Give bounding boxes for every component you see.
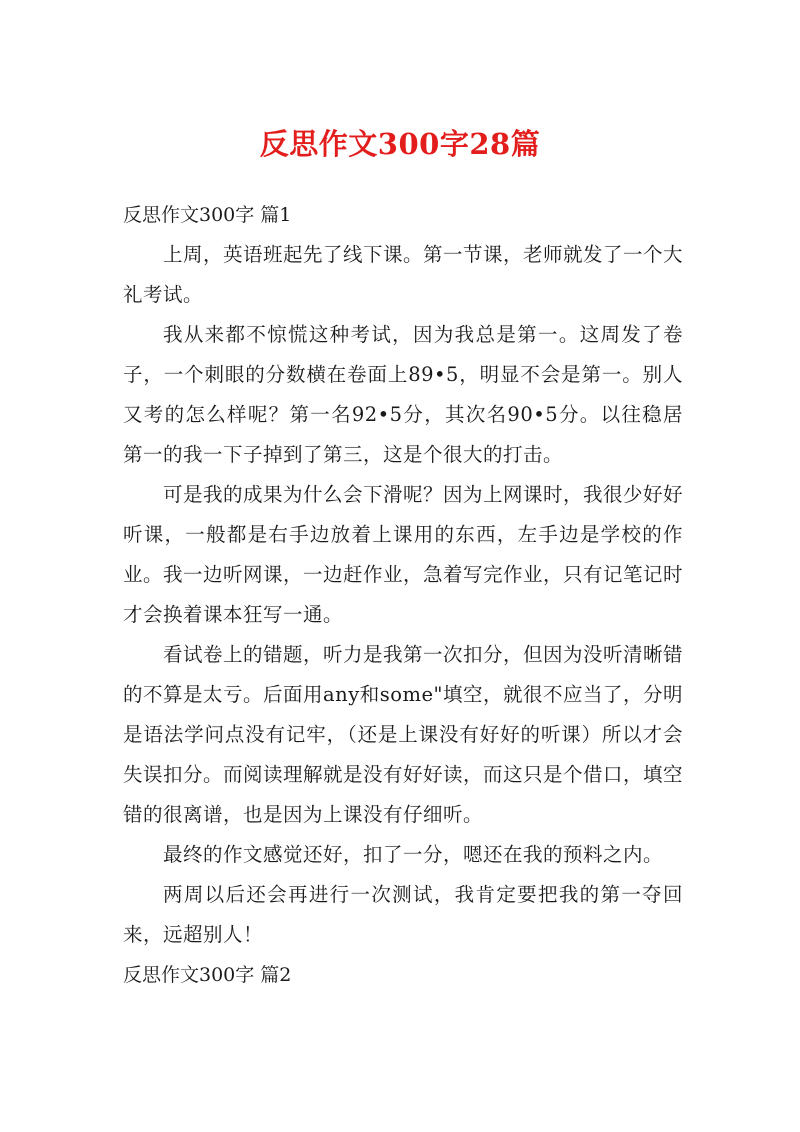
document-title: 反思作文300字28篇: [259, 127, 541, 161]
paragraph: 看试卷上的错题，听力是我第一次扣分，但因为没听清晰错的不算是太亏。后面用any和some"填空，就很不应当了，分明是语法学问点没有记牢，（还是上课没有好好的听课）所以才会失误扣分。而阅读理解就是没有好好读，而这只是个借口，填空错的很离谱，也是因为上课没有仔细听。: [123, 643, 684, 826]
paragraph: 上周，英语班起先了线下课。第一节课，老师就发了一个大礼考试。: [123, 243, 684, 306]
section-heading-1: 反思作文300字 篇1: [123, 204, 292, 226]
paragraph: 两周以后还会再进行一次测试，我肯定要把我的第一夺回来，远超别人！: [123, 883, 683, 946]
section-heading-2: 反思作文300字 篇2: [123, 964, 292, 986]
paragraph: 可是我的成果为什么会下滑呢？因为上网课时，我很少好好听课，一般都是右手边放着上课用的东西，左手边是学校的作业。我一边听网课，一边赶作业，急着写完作业，只有记笔记时才会换着课本狂写一通。: [123, 483, 684, 626]
document-body: [123, 195, 683, 995]
paragraph: 最终的作文感觉还好，扣了一分，嗯还在我的预料之内。: [163, 843, 664, 866]
paragraph: 我从来都不惊慌这种考试，因为我总是第一。这周发了卷子，一个刺眼的分数横在卷面上89•5，明显不会是第一。别人又考的怎么样呢？第一名92•5分，其次名90•5分。以往稳居第一的我一下子掉到了第三，这是个很大的打击。: [123, 323, 683, 466]
